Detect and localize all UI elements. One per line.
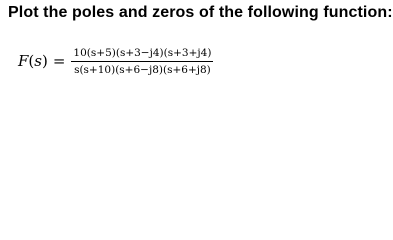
close-paren: ) [41,52,48,70]
function-variable: s [34,52,42,70]
transfer-function-equation [18,40,213,82]
fraction [71,46,213,77]
function-name: F [18,52,29,70]
numerator: 10(s+5)(s+3−j4)(s+3+j4) [73,46,212,59]
function-lhs [18,52,48,70]
fraction-bar [71,61,213,62]
denominator: s(s+10)(s+6−j8)(s+6+j8) [74,63,211,76]
equals-sign: = [52,52,66,70]
problem-statement: Plot the poles and zeros of the following function: [8,4,393,21]
open-paren: ( [28,52,35,70]
